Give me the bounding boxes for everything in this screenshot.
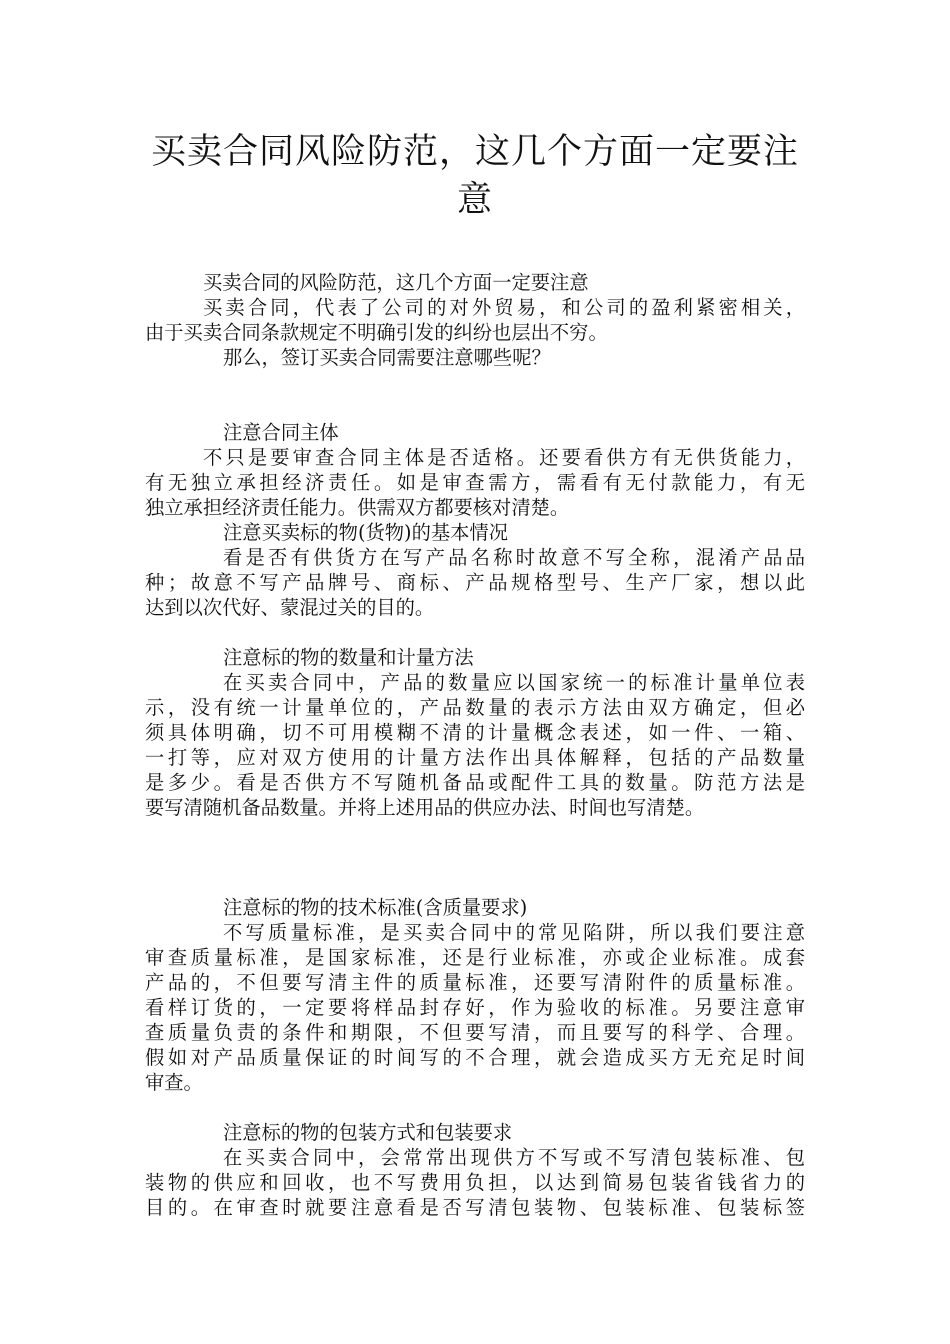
section-line: 独立承担经济责任能力。供需双方都要核对清楚。: [145, 496, 570, 519]
section-line: 须具体明确，切不可用模糊不清的计量概念表述，如一件、一箱、: [145, 721, 805, 744]
section-line: 要写清随机备品数量。并将上述用品的供应办法、时间也写清楚。: [145, 796, 705, 819]
section-line: 在买卖合同中，产品的数量应以国家统一的标准计量单位表: [223, 671, 805, 694]
intro-paragraph-line: 由于买卖合同条款规定不明确引发的纠纷也层出不穷。: [145, 321, 608, 344]
document-body: [145, 270, 805, 1220]
section-heading: 注意合同主体: [223, 421, 339, 444]
intro-heading: 买卖合同的风险防范，这几个方面一定要注意: [203, 271, 589, 294]
intro-question: 那么，签订买卖合同需要注意哪些呢？: [223, 346, 551, 369]
section-line: 不只是要审查合同主体是否适格。还要看供方有无供货能力，: [203, 446, 805, 469]
document-title: [145, 128, 805, 224]
title-line-1: 买卖合同风险防范，这几个方面一定要注: [150, 132, 799, 172]
section-line: 种；故意不写产品牌号、商标、产品规格型号、生产厂家，想以此: [145, 571, 805, 594]
section-line: 看是否有供货方在写产品名称时故意不写全称，混淆产品品: [223, 546, 805, 569]
section-line: 审查质量标准，是国家标准，还是行业标准，亦或企业标准。成套: [145, 946, 805, 969]
section-line: 不写质量标准，是买卖合同中的常见陷阱，所以我们要注意: [223, 921, 805, 944]
section-line: 假如对产品质量保证的时间写的不合理，就会造成买方无充足时间: [145, 1046, 805, 1069]
section-line: 在买卖合同中，会常常出现供方不写或不写清包装标准、包: [223, 1146, 805, 1169]
section-line: 是多少。看是否供方不写随机备品或配件工具的数量。防范方法是: [145, 771, 805, 794]
section-heading: 注意标的物的技术标准(含质量要求): [223, 896, 528, 919]
title-line-2: 意: [456, 180, 493, 220]
section-line: 查质量负责的条件和期限，不但要写清，而且要写的科学、合理。: [145, 1021, 805, 1044]
section-line: 有无独立承担经济责任。如是审查需方，需看有无付款能力，有无: [145, 471, 805, 494]
section-line: 装物的供应和回收，也不写费用负担，以达到简易包装省钱省力的: [145, 1171, 805, 1194]
section-line: 目的。在审查时就要注意看是否写清包装物、包装标准、包装标签: [145, 1196, 805, 1219]
section-heading: 注意买卖标的物(货物)的基本情况: [223, 521, 508, 544]
intro-paragraph-line: 买卖合同，代表了公司的对外贸易，和公司的盈利紧密相关，: [203, 296, 805, 319]
section-heading: 注意标的物的包装方式和包装要求: [223, 1121, 513, 1144]
section-line: 看样订货的，一定要将样品封存好，作为验收的标准。另要注意审: [145, 996, 805, 1019]
section-line: 一打等，应对双方使用的计量方法作出具体解释，包括的产品数量: [145, 746, 805, 769]
section-line: 示，没有统一计量单位的，产品数量的表示方法由双方确定，但必: [145, 696, 805, 719]
section-heading: 注意标的物的数量和计量方法: [223, 646, 474, 669]
section-line: 达到以次代好、蒙混过关的目的。: [145, 596, 435, 619]
section-line: 审查。: [145, 1071, 203, 1094]
section-line: 产品的，不但要写清主件的质量标准，还要写清附件的质量标准。: [145, 971, 805, 994]
